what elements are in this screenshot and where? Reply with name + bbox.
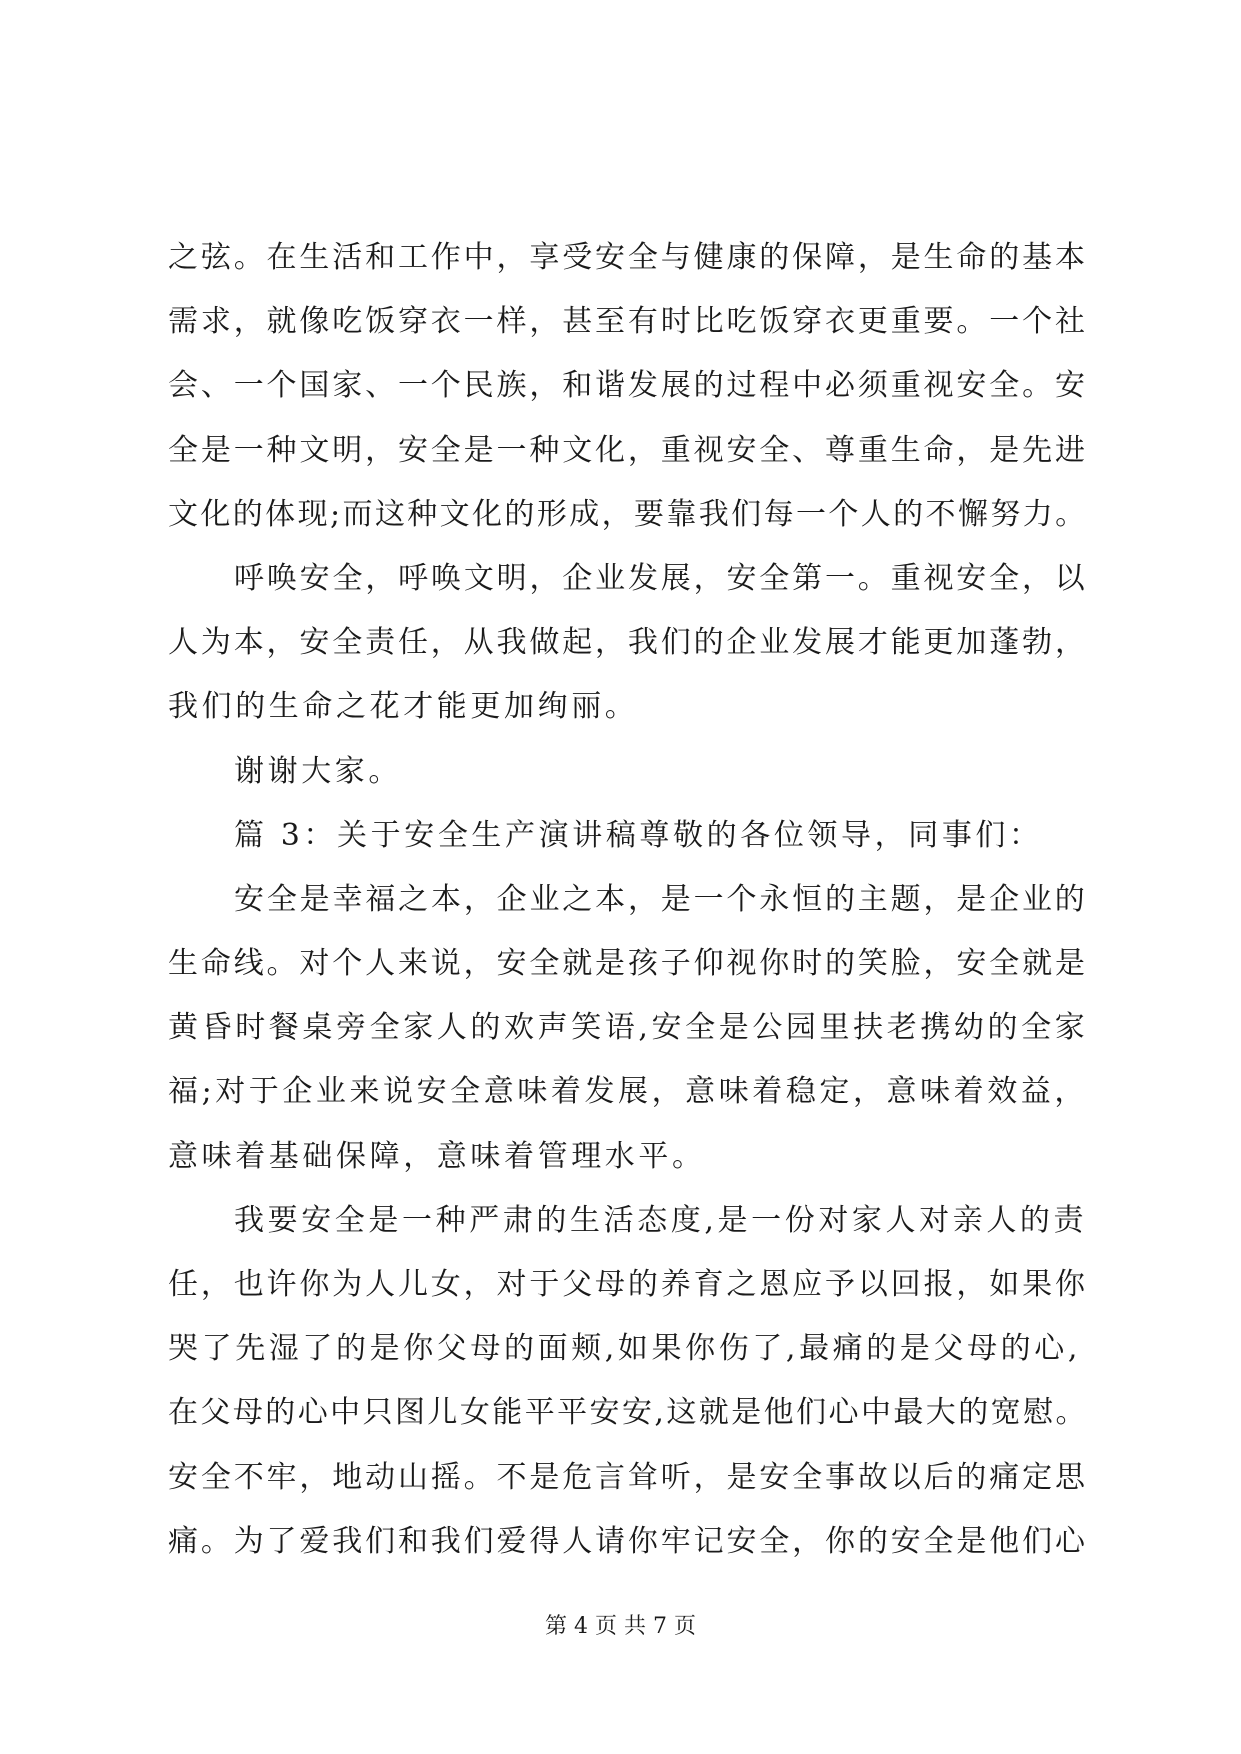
text-line: 生命线。对个人来说，安全就是孩子仰视你时的笑脸，安全就是 xyxy=(168,946,1088,982)
text-line: 在父母的心中只图儿女能平平安安,这就是他们心中最大的宽慰。 xyxy=(168,1395,1088,1431)
text-line: 篇 3：关于安全生产演讲稿尊敬的各位领导，同事们： xyxy=(234,817,1043,853)
body-text xyxy=(168,226,1088,1574)
text-line: 哭了先湿了的是你父母的面颊,如果你伤了,最痛的是父母的心, xyxy=(168,1331,1082,1367)
text-line: 黄昏时餐桌旁全家人的欢声笑语,安全是公园里扶老携幼的全家 xyxy=(168,1010,1089,1046)
text-line: 安全是幸福之本，企业之本，是一个永恒的主题，是企业的 xyxy=(234,881,1088,917)
text-line: 痛。为了爱我们和我们爱得人请你牢记安全，你的安全是他们心 xyxy=(168,1523,1088,1559)
text-line: 安全不牢，地动山摇。不是危言耸听，是安全事故以后的痛定思 xyxy=(168,1459,1088,1495)
text-line: 文化的体现;而这种文化的形成，要靠我们每一个人的不懈努力。 xyxy=(168,496,1088,532)
text-line: 意味着基础保障，意味着管理水平。 xyxy=(168,1138,706,1174)
text-line: 会、一个国家、一个民族，和谐发展的过程中必须重视安全。安 xyxy=(168,368,1088,404)
text-line: 之弦。在生活和工作中，享受安全与健康的保障，是生命的基本 xyxy=(168,240,1088,275)
text-line: 人为本，安全责任，从我做起，我们的企业发展才能更加蓬勃， xyxy=(168,625,1088,661)
text-line: 谢谢大家。 xyxy=(234,753,402,789)
text-line: 我们的生命之花才能更加绚丽。 xyxy=(168,689,639,725)
text-line: 任，也许你为人儿女，对于父母的养育之恩应予以回报，如果你 xyxy=(168,1267,1088,1302)
text-line: 我要安全是一种严肃的生活态度,是一份对家人对亲人的责 xyxy=(234,1202,1088,1238)
text-line: 全是一种文明，安全是一种文化，重视安全、尊重生命，是先进 xyxy=(168,432,1088,468)
text-line: 需求，就像吃饭穿衣一样，甚至有时比吃饭穿衣更重要。一个社 xyxy=(168,304,1088,340)
text-line: 呼唤安全，呼唤文明，企业发展，安全第一。重视安全，以 xyxy=(234,560,1088,596)
text-line: 福;对于企业来说安全意味着发展，意味着稳定，意味着效益， xyxy=(168,1074,1088,1110)
page-footer: 第 4 页 共 7 页 xyxy=(545,1614,696,1639)
